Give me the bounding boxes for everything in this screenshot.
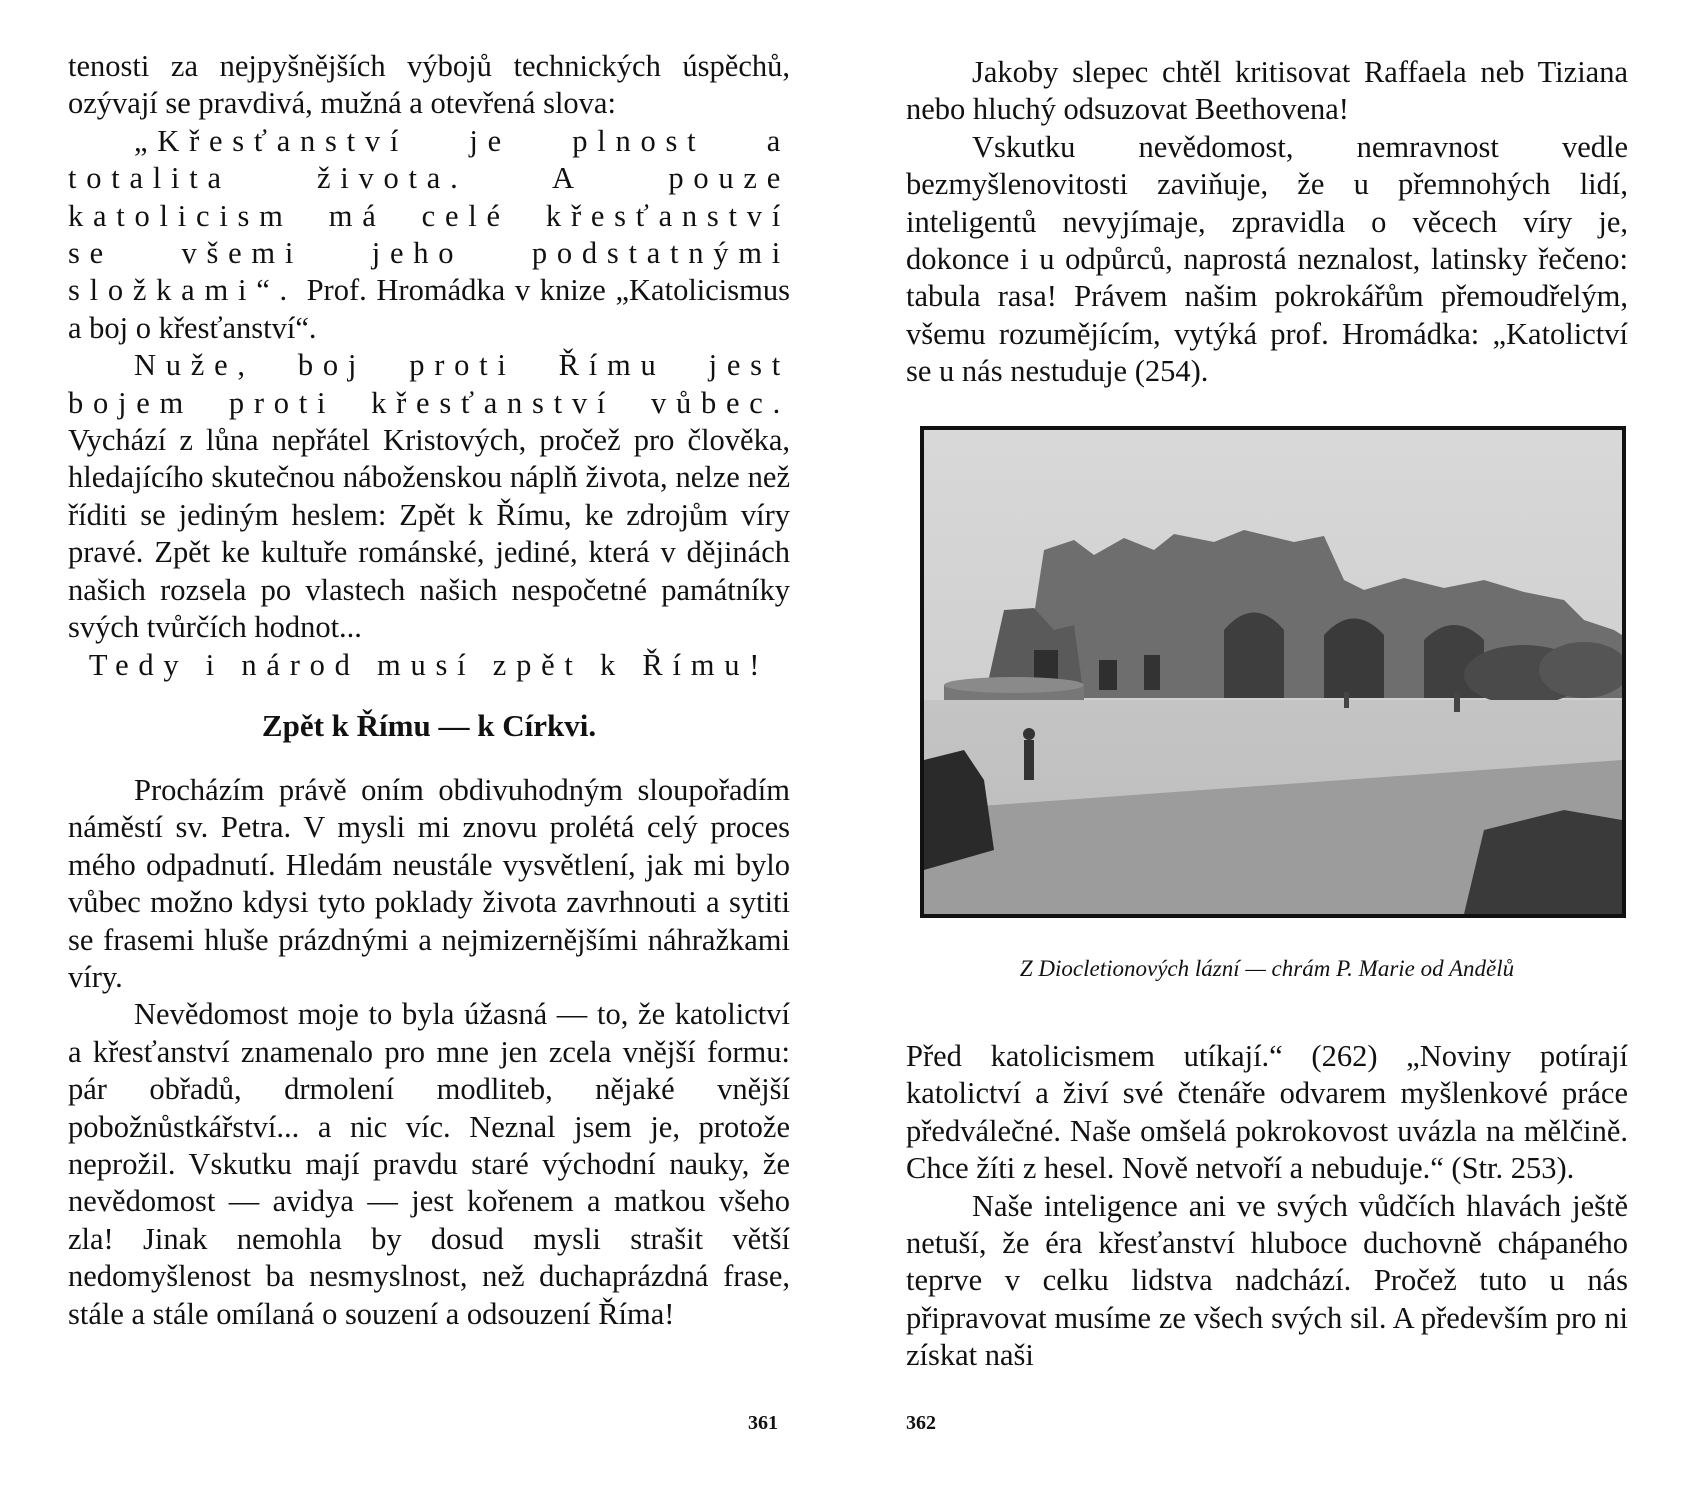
- photograph-diocletian-baths: [920, 426, 1626, 918]
- page-number-right: 362: [906, 1412, 936, 1434]
- boj-tail: Vychází z lůna nepřátel Kristových, pročež pro člověka, hledajícího skutečnou náboženskou náplň života, nelze než říditi se jediným heslem: Zpět k Římu, ke zdrojům víry pravé. Zpět ke kultuře románské, jediné, která v dějinách našich rozsela po vlastech našich nespočetné památníky svých tvůrčích hodnot...: [68, 423, 790, 645]
- right-text-block-2: [906, 1038, 1628, 1375]
- left-text-block-1: [68, 48, 790, 684]
- intro-paragraph: tenosti za nejpyšnějších výbojů technických úspěchů, ozývají se pravdivá, mužná a otevřená slova:: [68, 49, 790, 121]
- paragraph-nevedomost: Nevědomost moje to byla úžasná — to, že katolictví a křesťanství znamenalo pro mne jen zcela vnější formu: pár obřadů, drmolení modliteb, nějaké vnější pobožnůstkářství... a nic víc. Neznal jsem je, protože neprožil. Vskutku mají pravdu staré východní nauky, že nevědomost — avidya — jest kořenem a matkou všeho zla! Jinak nemohla by dosud mysli strašit větší nedomyšlenost ba nesmyslnost, než duchaprázdná frase, stále a stále omílaná o souzení a odsouzení Říma!: [68, 997, 790, 1331]
- paragraph-pred-katolicismem: Před katolicismem utíkají.“ (262) „Noviny potírají katolictví a živí své čtenáře odvarem myšlenkové práce předválečné. Naše omšelá pokrokovost uvázla na mělčině. Chce žíti z hesel. Nově netvoří a nebuduje.“ (Str. 253).: [906, 1039, 1628, 1186]
- photo-illustration: [924, 430, 1622, 914]
- right-page: [846, 0, 1692, 1500]
- closing-line: Tedy i národ musí zpět k Římu!: [88, 647, 770, 682]
- page-number-left: 361: [748, 1412, 778, 1434]
- hromadka-quote: [68, 123, 790, 347]
- right-text-block-1: [906, 54, 1628, 391]
- paragraph-vskutku: Vskutku nevědomost, nemravnost vedle bezmyšlenovitosti zaviňuje, že u přemnohých lidí, inteligentů nevyjímaje, zpravidla o věcech víry je, dokonce i u odpůrců, naprostá neznalost, latinsky řečeno: tabula rasa! Právem našim pokrokářům přemoudřelým, všemu rozumějícím, vytýká prof. Hromádka: „Katolictví se u nás nestuduje (254).: [906, 129, 1628, 389]
- boj-spaced-text: Nuže, boj proti Římu jest bojem proti křesťanství vůbec.: [68, 348, 790, 420]
- paragraph-nase-inteligence: Naše inteligence ani ve svých vůdčích hlavách ještě netuší, že éra křesťanství hluboce duchovně chápaného teprve v celku lidstva nadchází. Pročež tuto u nás připravovat musíme ze všech svých sil. A především pro ni získat naši: [906, 1188, 1628, 1373]
- paragraph-prochazim: Procházím právě oním obdivuhodným sloupořadím náměstí sv. Petra. V mysli mi znovu prolétá celý proces mého odpadnutí. Hledám neustále vysvětlení, jak mi bylo vůbec možno kdysi tyto poklady života zavrhnouti a sytiti se frasemi hluše prázdnými a nejmizernějšími náhražkami víry.: [68, 773, 790, 995]
- paragraph-boj: [68, 347, 790, 646]
- photo-caption: Z Diocletionových lázní — chrám P. Marie od Andělů: [1019, 956, 1515, 981]
- quote-tail: Prof. Hromádka v knize „Katolicismus a boj o křesťanství“.: [68, 273, 790, 345]
- paragraph-slepec: Jakoby slepec chtěl kritisovat Raffaela neb Tiziana nebo hluchý odsuzovat Beethovena!: [906, 55, 1628, 127]
- quote-spaced-text: „Křesťanství je plnost a totalita života. A pouze katolicism má celé křesťanství se všemi jeho podstatnými složkami“.: [68, 123, 790, 308]
- left-text-block-2: [68, 772, 790, 1333]
- section-heading: Zpět k Římu — k Církvi.: [261, 708, 597, 743]
